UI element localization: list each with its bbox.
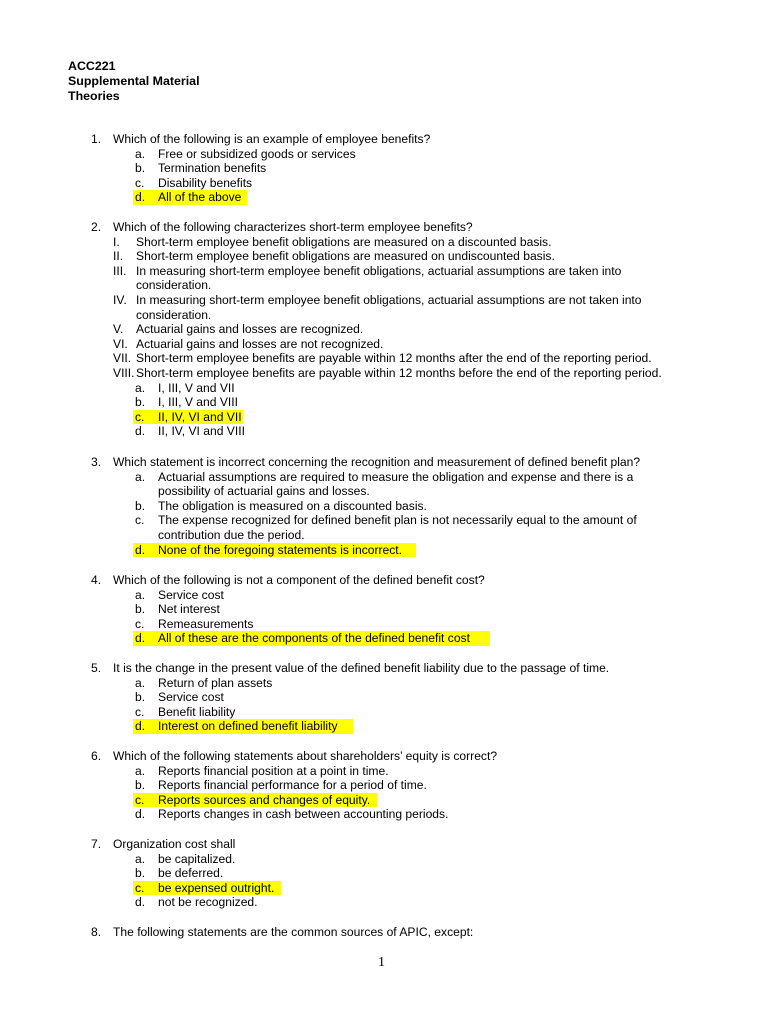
document-topic: Theories (68, 88, 120, 103)
statement-text: In measuring short-term employee benefit obligations, actuarial assumptions are not taken into (136, 292, 642, 307)
choice-c (0, 176, 768, 191)
choice-d-highlighted (0, 190, 768, 205)
choice-c-highlighted (0, 410, 768, 425)
choice-d-highlighted (0, 543, 768, 558)
choice-a (0, 147, 768, 162)
statement-iii (0, 264, 768, 279)
choice-text: Reports financial position at a point in time. (158, 763, 389, 778)
choice-text: Disability benefits (158, 175, 253, 190)
choice-c-highlighted (0, 881, 768, 896)
choice-a (0, 470, 768, 485)
question-3 (0, 455, 768, 557)
question-stem (0, 661, 768, 676)
choice-text: Return of plan assets (158, 675, 273, 690)
choice-text: Actuarial assumptions are required to measure the obligation and expense and there is a (158, 469, 634, 484)
statement-text: Short-term employee benefits are payable within 12 months before the end of the reporting period. (136, 365, 662, 380)
choice-text: I, III, V and VIII (158, 395, 238, 410)
question-text: The following statements are the common sources of APIC, except: (113, 925, 474, 939)
choice-text: Remeasurements (158, 616, 254, 631)
choice-text: All of these are the components of the defined benefit cost (158, 631, 470, 646)
statement-text: Short-term employee benefit obligations are measured on a discounted basis. (136, 234, 552, 249)
choice-c (0, 513, 768, 528)
choice-letter: c. (135, 513, 145, 528)
choice-d (0, 807, 768, 822)
roman-numeral: V. (113, 322, 124, 337)
choice-text: not be recognized. (158, 895, 258, 910)
statement-i (0, 235, 768, 250)
statement-text: consideration. (136, 307, 212, 322)
choice-letter: c. (135, 880, 145, 895)
choice-letter: c. (135, 704, 145, 719)
choice-letter: b. (135, 602, 146, 617)
page-number: 1 (378, 955, 385, 970)
statement-text: Actuarial gains and losses are not recognized. (136, 336, 384, 351)
question-8 (0, 925, 768, 940)
choice-text: Free or subsidized goods or services (158, 146, 356, 161)
statement-vi (0, 337, 768, 352)
choice-letter: b. (135, 498, 146, 513)
choice-text: be deferred. (158, 866, 224, 881)
question-number: 1. (91, 132, 102, 146)
statement-iii-continued (0, 278, 768, 293)
statement-iv (0, 293, 768, 308)
choice-text: Reports sources and changes of equity. (158, 792, 371, 807)
question-stem (0, 749, 768, 764)
choice-letter: d. (135, 542, 146, 557)
choice-text: Net interest (158, 602, 220, 617)
question-text: It is the change in the present value of the defined benefit liability due to the passage of time. (113, 661, 610, 675)
question-2 (0, 220, 768, 439)
choice-b (0, 690, 768, 705)
choice-text: The expense recognized for defined benefit plan is not necessarily equal to the amount of (158, 513, 637, 528)
choice-text: Service cost (158, 587, 224, 602)
choice-text: Service cost (158, 690, 224, 705)
choice-d-highlighted (0, 719, 768, 734)
document-header (68, 59, 200, 103)
choice-letter: d. (135, 631, 146, 646)
choice-letter: c. (135, 616, 145, 631)
choice-b (0, 161, 768, 176)
choice-a-continued (0, 484, 768, 499)
question-stem (0, 837, 768, 852)
choice-letter: d. (135, 895, 146, 910)
choice-a (0, 381, 768, 396)
question-stem (0, 220, 768, 235)
statement-text: Actuarial gains and losses are recognized. (136, 322, 364, 337)
roman-numeral: VIII. (113, 365, 135, 380)
question-5 (0, 661, 768, 734)
statement-text: consideration. (136, 278, 212, 293)
question-stem (0, 132, 768, 147)
roman-numeral: VI. (113, 336, 128, 351)
choice-a (0, 852, 768, 867)
question-number: 2. (91, 220, 102, 234)
statement-text: Short-term employee benefit obligations are measured on undiscounted basis. (136, 249, 555, 264)
statement-text: Short-term employee benefits are payable within 12 months after the end of the reporting period. (136, 351, 652, 366)
choice-letter: c. (135, 175, 145, 190)
question-text: Which of the following statements about shareholders’ equity is correct? (113, 749, 498, 763)
choice-text: The obligation is measured on a discounted basis. (158, 498, 427, 513)
question-4 (0, 573, 768, 646)
choice-a (0, 764, 768, 779)
choice-letter: a. (135, 587, 146, 602)
choice-text: be expensed outright. (158, 880, 275, 895)
question-text: Which of the following characterizes short-term employee benefits? (113, 220, 473, 234)
choice-letter: d. (135, 424, 146, 439)
question-1 (0, 132, 768, 205)
course-code: ACC221 (68, 59, 116, 73)
choice-d-highlighted (0, 631, 768, 646)
choice-text: contribution due the period. (158, 527, 305, 542)
choice-letter: b. (135, 161, 146, 176)
choice-letter: a. (135, 146, 146, 161)
choice-text: None of the foregoing statements is incorrect. (158, 542, 403, 557)
choice-letter: c. (135, 409, 145, 424)
choice-letter: b. (135, 778, 146, 793)
choice-text: All of the above (158, 190, 242, 205)
choice-text: Reports changes in cash between accounting periods. (158, 807, 449, 822)
choice-b (0, 778, 768, 793)
roman-numeral: I. (113, 234, 120, 249)
choice-letter: b. (135, 395, 146, 410)
choice-d (0, 895, 768, 910)
question-text: Which of the following is an example of employee benefits? (113, 132, 431, 146)
choice-c (0, 705, 768, 720)
choice-letter: b. (135, 866, 146, 881)
roman-numeral: IV. (113, 292, 127, 307)
choice-letter: c. (135, 792, 145, 807)
statement-viii (0, 366, 768, 381)
question-stem (0, 573, 768, 588)
choice-text: Interest on defined benefit liability (158, 719, 338, 734)
choice-letter: a. (135, 763, 146, 778)
question-number: 6. (91, 749, 102, 763)
question-number: 3. (91, 455, 102, 469)
question-number: 7. (91, 837, 102, 851)
choice-b (0, 499, 768, 514)
choice-letter: a. (135, 469, 146, 484)
choice-text: Benefit liability (158, 704, 236, 719)
question-text: Organization cost shall (113, 837, 236, 851)
choice-letter: d. (135, 807, 146, 822)
choice-b (0, 866, 768, 881)
choice-text: be capitalized. (158, 851, 236, 866)
roman-numeral: VII. (113, 351, 132, 366)
question-number: 5. (91, 661, 102, 675)
question-number: 8. (91, 925, 102, 939)
question-number: 4. (91, 573, 102, 587)
choice-c-continued (0, 528, 768, 543)
question-6 (0, 749, 768, 822)
choice-a (0, 676, 768, 691)
choice-letter: a. (135, 380, 146, 395)
choice-a (0, 588, 768, 603)
statement-iv-continued (0, 308, 768, 323)
choice-c (0, 617, 768, 632)
choice-text: II, IV, VI and VIII (158, 424, 245, 439)
statement-vii (0, 351, 768, 366)
choice-text: II, IV, VI and VII (158, 409, 242, 424)
choice-b (0, 602, 768, 617)
document-subtitle: Supplemental Material (68, 73, 200, 88)
choice-text: I, III, V and VII (158, 380, 235, 395)
choice-letter: a. (135, 851, 146, 866)
question-stem (0, 925, 768, 940)
question-text: Which of the following is not a component of the defined benefit cost? (113, 573, 485, 587)
statement-ii (0, 249, 768, 264)
statement-v (0, 322, 768, 337)
statement-text: In measuring short-term employee benefit obligations, actuarial assumptions are taken into (136, 263, 622, 278)
choice-letter: a. (135, 675, 146, 690)
choice-b (0, 395, 768, 410)
choice-letter: d. (135, 719, 146, 734)
choice-letter: d. (135, 190, 146, 205)
choice-text: Termination benefits (158, 161, 267, 176)
choice-letter: b. (135, 690, 146, 705)
question-stem (0, 455, 768, 470)
choice-text: Reports financial performance for a period of time. (158, 778, 427, 793)
choice-text: possibility of actuarial gains and losses. (158, 484, 370, 499)
question-7 (0, 837, 768, 910)
roman-numeral: III. (113, 263, 127, 278)
choice-d (0, 424, 768, 439)
roman-numeral: II. (113, 249, 124, 264)
question-text: Which statement is incorrect concerning the recognition and measurement of defined benefit plan? (113, 455, 641, 469)
choice-c-highlighted (0, 793, 768, 808)
